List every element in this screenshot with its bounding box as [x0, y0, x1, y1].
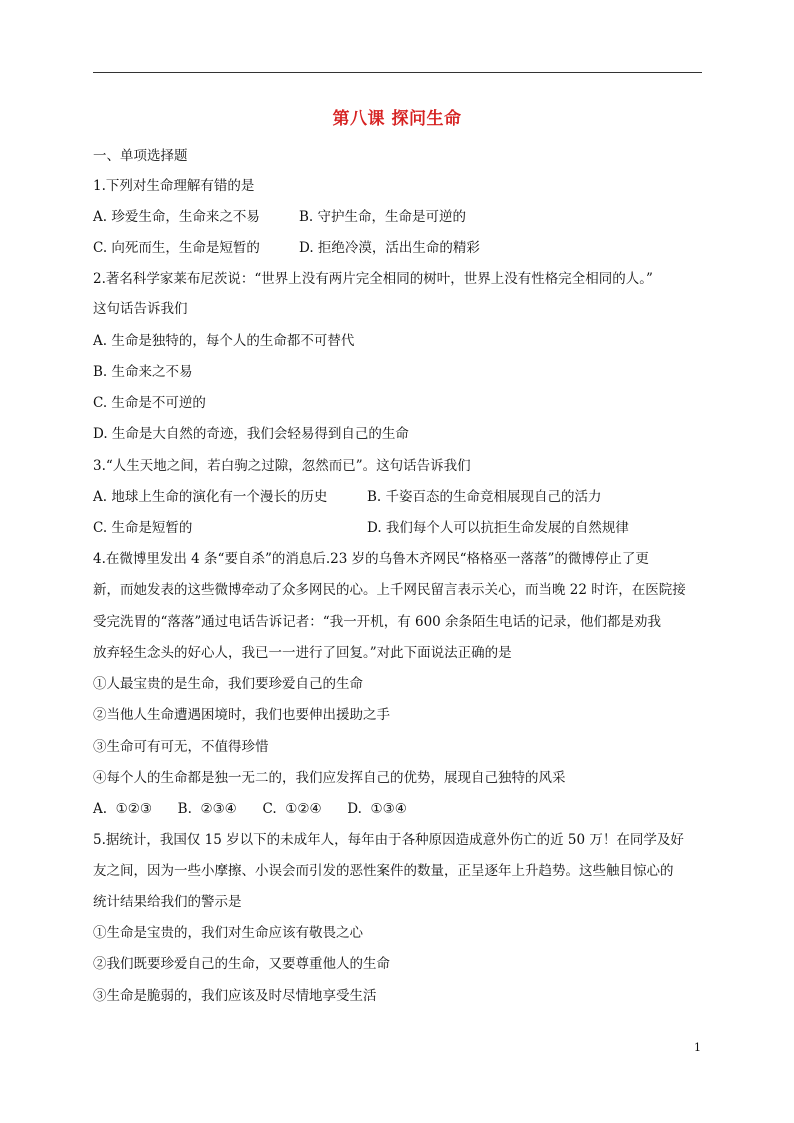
q2-option-a: A. 生命是独特的，每个人的生命都不可替代 [93, 333, 355, 349]
q1-row2 [93, 238, 705, 258]
q1-option-d: D. 拒绝冷漠，活出生命的精彩 [299, 240, 480, 256]
page-number: 1 [694, 1041, 701, 1054]
q5-statement-1: ①生命是宝贵的，我们对生命应该有敬畏之心 [93, 925, 363, 941]
q4-stem-line4: 放弃轻生念头的好心人，我已一一进行了回复。”对此下面说法正确的是 [93, 645, 512, 661]
q3-option-d: D. 我们每个人可以抗拒生命发展的自然规律 [367, 520, 629, 536]
q4-statement-1: ①人最宝贵的是生命，我们要珍爱自己的生命 [93, 676, 363, 692]
q5-stem-line3: 统计结果给我们的警示是 [93, 894, 242, 910]
header-rule [93, 72, 702, 73]
q4-statement-2: ②当他人生命遭遇困境时，我们也要伸出援助之手 [93, 707, 390, 723]
q3-option-a: A. 地球上生命的演化有一个漫长的历史 [93, 489, 328, 505]
q2-stem-line2: 这句话告诉我们 [93, 301, 188, 317]
q2-stem-line1: 2.著名科学家莱布尼茨说：“世界上没有两片完全相同的树叶，世界上没有性格完全相同的人。” [93, 271, 653, 287]
q5-statement-3: ③生命是脆弱的，我们应该及时尽情地享受生活 [93, 988, 377, 1004]
section-heading: 一、单项选择题 [93, 148, 188, 164]
q1-option-b: B. 守护生命，生命是可逆的 [299, 209, 467, 225]
q5-statement-2: ②我们既要珍爱自己的生命，又要尊重他人的生命 [93, 956, 390, 972]
q4-stem-line3: 受完洗胃的“落落”通过电话告诉记者：“我一开机，有 600 余条陌生电话的记录，他们都是劝我 [93, 614, 662, 630]
q1-row1 [93, 207, 705, 227]
page-title: 第八课 探问生命 [332, 109, 462, 129]
q5-stem-line2: 友之间，因为一些小摩擦、小误会而引发的恶性案件的数量，正呈逐年上升趋势。这些触目惊心的 [93, 863, 674, 879]
q1-stem: 1.下列对生命理解有错的是 [93, 178, 255, 194]
q2-option-b: B. 生命来之不易 [93, 364, 193, 380]
q3-option-b: B. 千姿百态的生命竞相展现自己的活力 [367, 489, 602, 505]
q2-option-c: C. 生命是不可逆的 [93, 395, 206, 411]
q4-statement-3: ③生命可有可无，不值得珍惜 [93, 739, 269, 755]
q5-stem-line1: 5.据统计，我国仅 15 岁以下的未成年人，每年由于各种原因造成意外伤亡的近 50 万！在同学及好 [93, 832, 684, 848]
q2-option-d: D. 生命是大自然的奇迹，我们会轻易得到自己的生命 [93, 426, 409, 442]
q4-stem-line2: 新，而她发表的这些微博牵动了众多网民的心。上千网民留言表示关心，而当晚 22 时许，在医院接 [93, 582, 686, 598]
q3-stem: 3.“人生天地之间，若白驹之过隙，忽然而已”。这句话告诉我们 [93, 458, 471, 474]
q3-option-c: C. 生命是短暂的 [93, 520, 193, 536]
q3-row1 [93, 487, 705, 507]
q1-option-a: A. 珍爱生命，生命来之不易 [93, 209, 260, 225]
q1-option-c: C. 向死而生，生命是短暂的 [93, 240, 260, 256]
q3-row2 [93, 518, 705, 538]
q4-options: A. ①②③ B. ②③④ C. ①②④ D. ①③④ [93, 801, 407, 817]
q4-stem-line1: 4.在微博里发出 4 条“要自杀”的消息后.23 岁的乌鲁木齐网民“格格巫一落落”的微博停止了更 [93, 551, 649, 567]
q4-statement-4: ④每个人的生命都是独一无二的，我们应发挥自己的优势，展现自己独特的风采 [93, 770, 566, 786]
